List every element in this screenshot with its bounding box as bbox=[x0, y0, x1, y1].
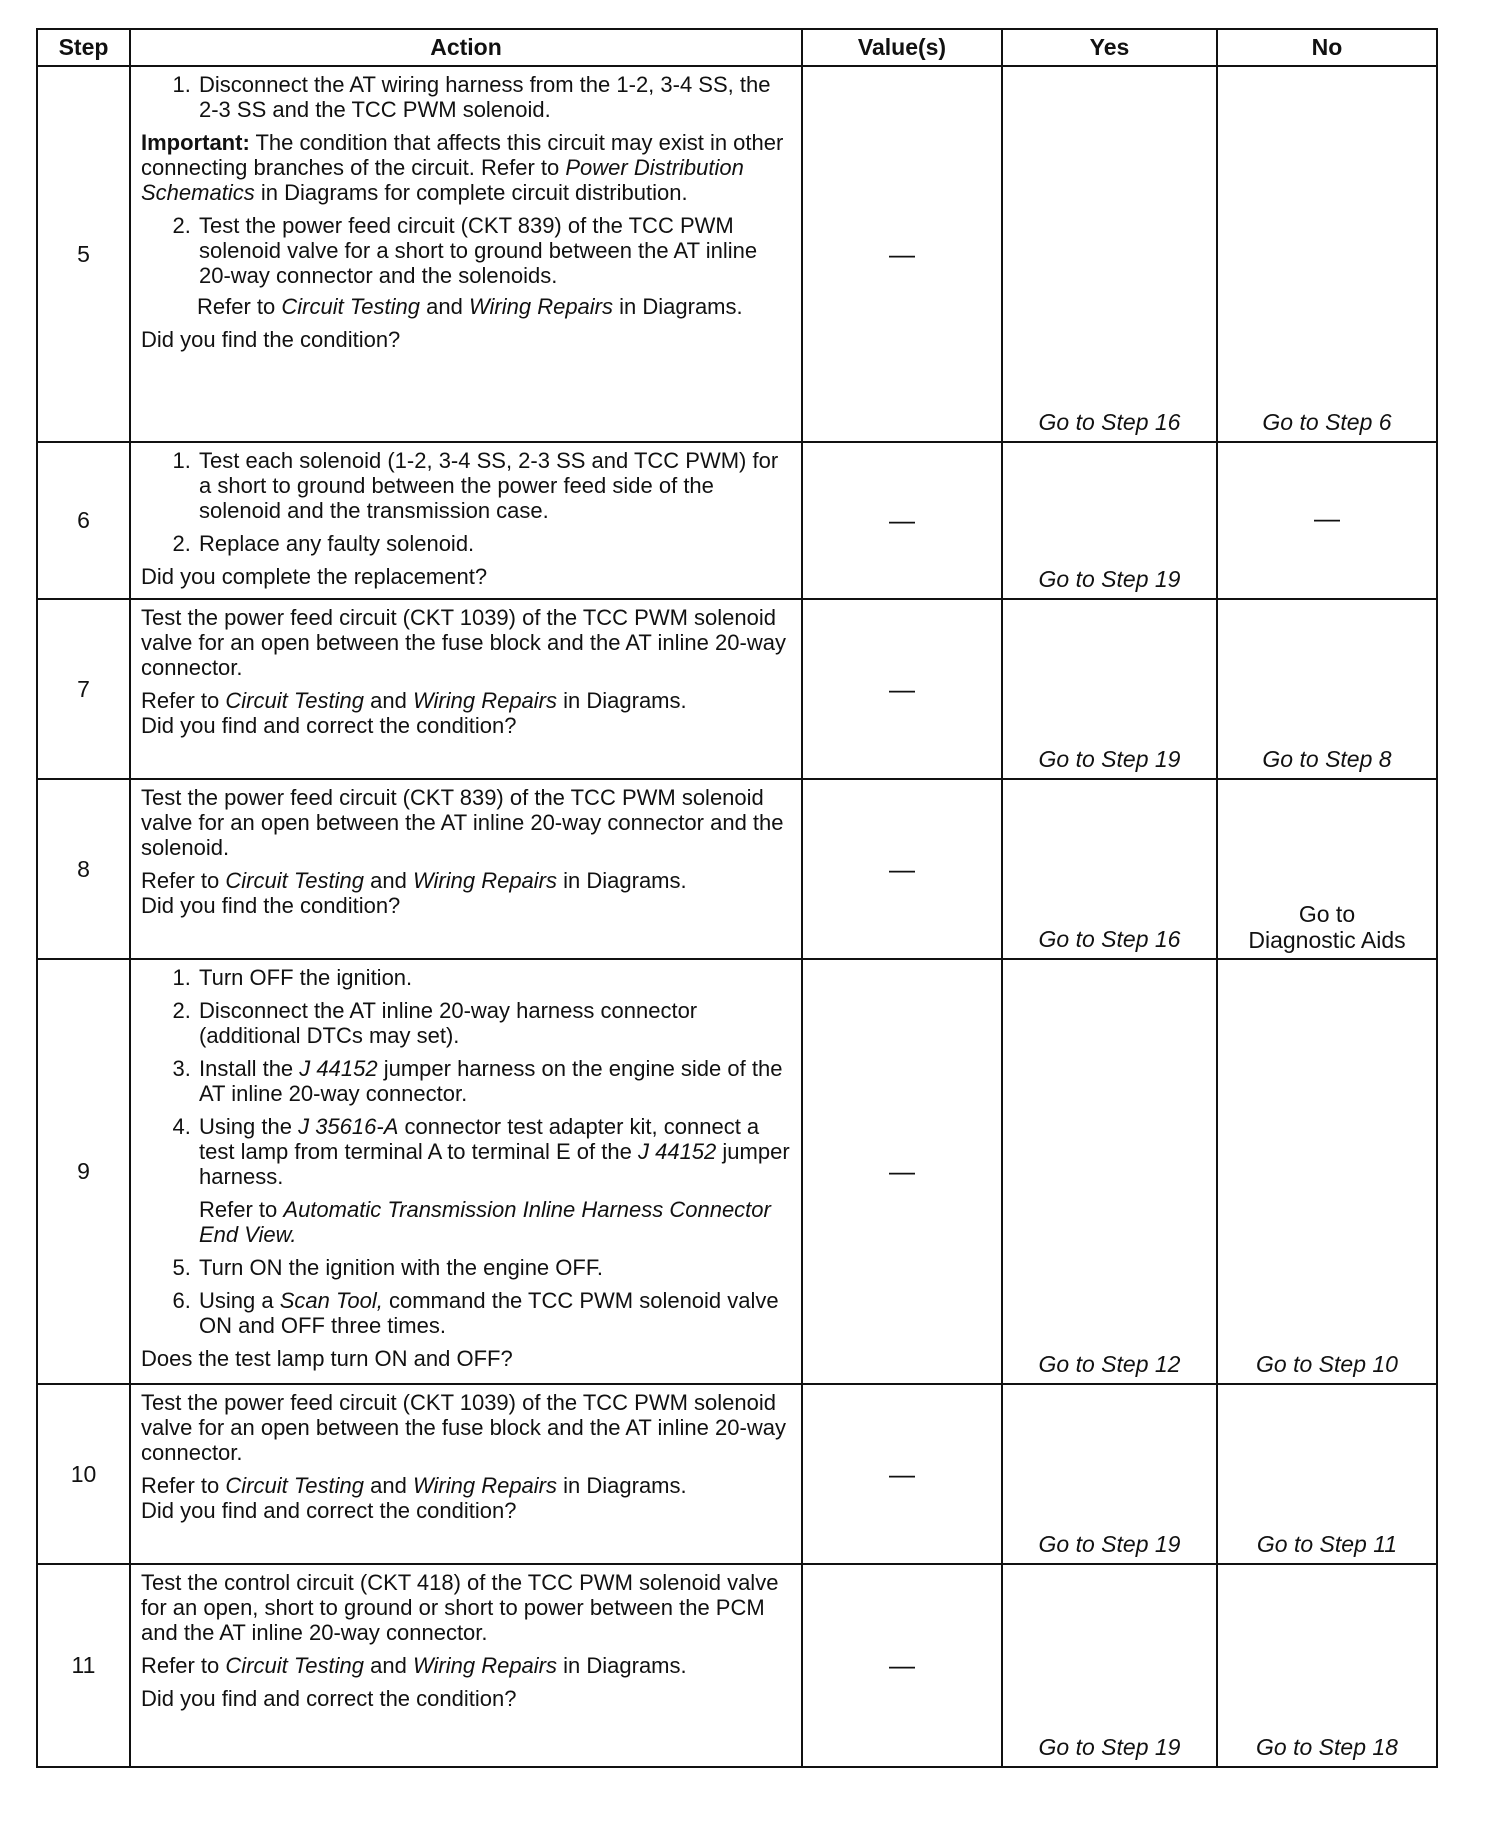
yes-cell: Go to Step 19 bbox=[1002, 599, 1217, 779]
action-cell bbox=[130, 1384, 802, 1564]
action-item: 6. Using a Scan Tool, command the TCC PWM solenoid valve ON and OFF three times. bbox=[197, 1288, 793, 1338]
action-item: 2. Disconnect the AT inline 20-way harness connector (additional DTCs may set). bbox=[197, 998, 793, 1048]
yes-cell: Go to Step 19 bbox=[1002, 442, 1217, 599]
header-step: Step bbox=[37, 29, 130, 66]
action-cell bbox=[130, 1564, 802, 1767]
question-text: Did you find and correct the condition? bbox=[141, 1686, 517, 1711]
step-number: 11 bbox=[37, 1564, 130, 1767]
step-number: 5 bbox=[37, 66, 130, 442]
question-text: Did you complete the replacement? bbox=[141, 564, 488, 589]
value-cell: — bbox=[802, 599, 1002, 779]
header-action: Action bbox=[130, 29, 802, 66]
action-cell bbox=[130, 66, 802, 442]
action-item: 1. Turn OFF the ignition. bbox=[197, 965, 793, 990]
action-item: 2. Replace any faulty solenoid. bbox=[197, 531, 793, 556]
no-cell: Go to Step 11 bbox=[1217, 1384, 1437, 1564]
yes-cell: Go to Step 12 bbox=[1002, 959, 1217, 1384]
step-number: 8 bbox=[37, 779, 130, 959]
no-cell: — bbox=[1217, 442, 1437, 599]
action-item: 1. Disconnect the AT wiring harness from the 1-2, 3-4 SS, the 2-3 SS and the TCC PWM solenoid. bbox=[197, 72, 793, 122]
value-cell: — bbox=[802, 779, 1002, 959]
value-cell: — bbox=[802, 959, 1002, 1384]
no-cell: Go to Step 6 bbox=[1217, 66, 1437, 442]
step-number: 6 bbox=[37, 442, 130, 599]
table-row-step-6 bbox=[37, 442, 1437, 599]
value-cell: — bbox=[802, 66, 1002, 442]
action-text: Test the control circuit (CKT 418) of the TCC PWM solenoid valve for an open, short to ground or short to power between the PCM and the AT inline 20-way connector. bbox=[141, 1570, 779, 1645]
reference-note: Refer to Circuit Testing and Wiring Repairs in Diagrams. Did you find and correct the condition? bbox=[141, 1473, 687, 1523]
table-row-step-5 bbox=[37, 66, 1437, 442]
table-row-step-8 bbox=[37, 779, 1437, 959]
important-note: Important: The condition that affects this circuit may exist in other connecting branches of the circuit. Refer to Power Distribution Schematics in Diagrams for complete circuit distribution. bbox=[141, 130, 784, 205]
step-number: 7 bbox=[37, 599, 130, 779]
action-cell bbox=[130, 599, 802, 779]
action-text: Test the power feed circuit (CKT 839) of the TCC PWM solenoid valve for an open between the AT inline 20-way connector and the solenoid. bbox=[141, 785, 784, 860]
step-number: 9 bbox=[37, 959, 130, 1384]
value-cell: — bbox=[802, 442, 1002, 599]
reference-note: Refer to Circuit Testing and Wiring Repairs in Diagrams. bbox=[197, 294, 743, 319]
value-cell: — bbox=[802, 1564, 1002, 1767]
no-cell: Go to Step 8 bbox=[1217, 599, 1437, 779]
table-row-step-11 bbox=[37, 1564, 1437, 1767]
value-cell: — bbox=[802, 1384, 1002, 1564]
action-cell bbox=[130, 779, 802, 959]
reference-note: Refer to Circuit Testing and Wiring Repairs in Diagrams. Did you find the condition? bbox=[141, 868, 687, 918]
header-values: Value(s) bbox=[802, 29, 1002, 66]
no-cell: Go to Step 18 bbox=[1217, 1564, 1437, 1767]
question-text: Does the test lamp turn ON and OFF? bbox=[141, 1346, 513, 1371]
header-yes: Yes bbox=[1002, 29, 1217, 66]
yes-cell: Go to Step 19 bbox=[1002, 1384, 1217, 1564]
header-row bbox=[37, 29, 1437, 66]
action-item: 5. Turn ON the ignition with the engine OFF. bbox=[197, 1255, 793, 1280]
yes-cell: Go to Step 16 bbox=[1002, 779, 1217, 959]
action-item: 1. Test each solenoid (1-2, 3-4 SS, 2-3 SS and TCC PWM) for a short to ground between the power feed side of the solenoid and the transmission case. bbox=[197, 448, 793, 523]
table-row-step-7 bbox=[37, 599, 1437, 779]
header-no: No bbox=[1217, 29, 1437, 66]
action-text: Test the power feed circuit (CKT 1039) of the TCC PWM solenoid valve for an open between the fuse block and the AT inline 20-way connector. bbox=[141, 1390, 786, 1465]
question-text: Did you find and correct the condition? bbox=[141, 713, 517, 738]
yes-cell: Go to Step 16 bbox=[1002, 66, 1217, 442]
diagnostic-table bbox=[36, 28, 1438, 1768]
action-item: 2. Test the power feed circuit (CKT 839) of the TCC PWM solenoid valve for a short to ground between the AT inline 20-way connector and the solenoids. bbox=[197, 213, 793, 288]
question-text: Did you find and correct the condition? bbox=[141, 1498, 517, 1523]
table-row-step-10 bbox=[37, 1384, 1437, 1564]
action-text: Test the power feed circuit (CKT 1039) of the TCC PWM solenoid valve for an open between the fuse block and the AT inline 20-way connector. bbox=[141, 605, 786, 680]
reference-note: Refer to Automatic Transmission Inline Harness Connector End View. bbox=[199, 1197, 771, 1247]
step-number: 10 bbox=[37, 1384, 130, 1564]
yes-cell: Go to Step 19 bbox=[1002, 1564, 1217, 1767]
question-text: Did you find the condition? bbox=[141, 893, 401, 918]
question-text: Did you find the condition? bbox=[141, 327, 401, 352]
important-label: Important: bbox=[141, 130, 250, 155]
no-cell: Go to Diagnostic Aids bbox=[1217, 779, 1437, 959]
action-cell bbox=[130, 442, 802, 599]
no-cell: Go to Step 10 bbox=[1217, 959, 1437, 1384]
reference-note: Refer to Circuit Testing and Wiring Repairs in Diagrams. Did you find and correct the condition? bbox=[141, 688, 687, 738]
table-row-step-9 bbox=[37, 959, 1437, 1384]
reference-note: Refer to Circuit Testing and Wiring Repairs in Diagrams. bbox=[141, 1653, 687, 1678]
action-cell bbox=[130, 959, 802, 1384]
action-item: 4. Using the J 35616-A connector test adapter kit, connect a test lamp from terminal A to terminal E of the J 44152 jumper harness. Refer to Automatic Transmission Inline Harness Connector End View. bbox=[197, 1114, 793, 1247]
action-item: 3. Install the J 44152 jumper harness on the engine side of the AT inline 20-way connector. bbox=[197, 1056, 793, 1106]
